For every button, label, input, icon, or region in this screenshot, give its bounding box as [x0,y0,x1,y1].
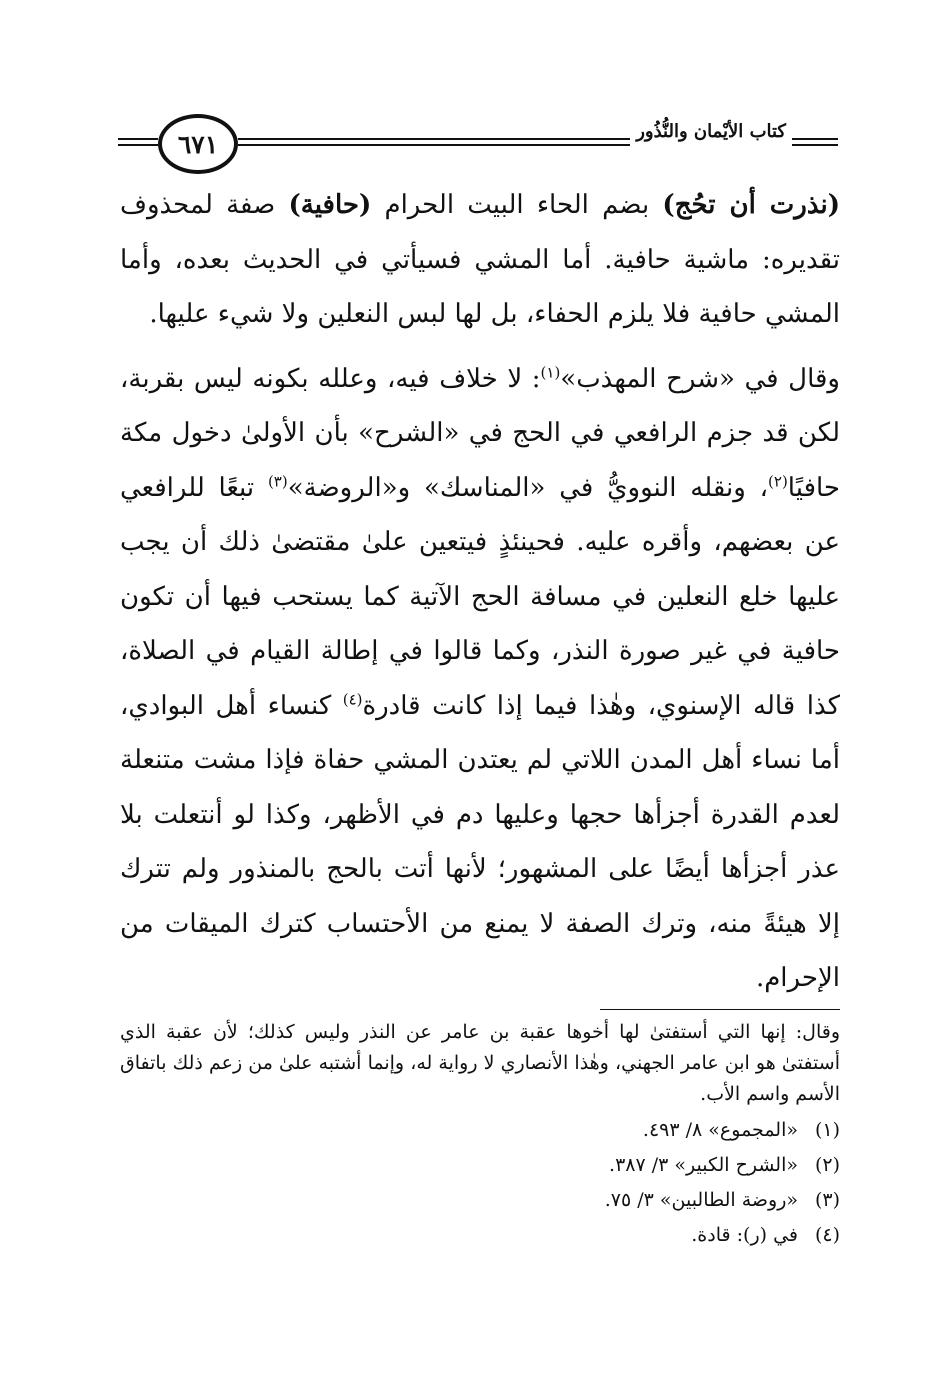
header-rule [238,144,630,146]
footnote-number: (٣) [814,1189,840,1211]
footnote-number: (٤) [814,1224,840,1246]
footnote-item [120,1148,840,1183]
header-rule [118,138,158,140]
footnote-ref: (٢) [768,471,788,490]
footnote-number: (١) [814,1119,840,1141]
footnote-text: في (ر): قادة. [691,1224,798,1246]
text-run: صفة لمحذوف تقديره: ماشية حافية. أما المشي فسيأتي في الحديث بعده، وأما المشي حافية فلا يلزم الحفاء، بل لها لبس النعلين ولا شيء عليها. [120,190,840,329]
header-rule [118,144,158,146]
bold-phrase: (نذرت أن تحُج) [662,190,841,220]
page-number: ٦٧١ [158,114,238,174]
bold-phrase: (حافية) [288,190,372,220]
footnote-ref: (٣) [267,471,288,490]
header-rule [792,144,838,146]
paragraph-2 [120,352,840,1006]
page-header [118,112,838,172]
footnotes [120,1017,840,1253]
header-rule [792,138,838,140]
text-run: بضم الحاء البيت الحرام [371,190,663,220]
main-text [120,178,840,1006]
text-run: كنساء أهل البوادي، أما نساء أهل المدن اللاتي لم يعتدن المشي حفاة فإذا مشت متنعلة لعدم القدرة أجزأها حجها وعليها دم في الأظهر، وكذا لو أنتعلت بلا عذر أجزأها أيضًا على المشهور؛ لأنها أتت بالحج بالمنذور ولم تترك إلا هيئةً منه، وترك الصفة لا يمنع من الأحتساب كترك الميقات من الإحرام. [120,690,840,993]
footnote-ref: (١) [540,362,561,381]
footnote-number: (٢) [814,1154,840,1176]
footnote-item [120,1113,840,1148]
text-run: : لا خلاف فيه، وعلله بكونه ليس بقربة، لكن قد جزم الرافعي في الحج في «الشرح» بأن الأولىٰ دخول مكة حافيًا [120,363,840,503]
footnote-text: «الشرح الكبير» ٣/ ٣٨٧. [609,1154,798,1176]
footnote-item [120,1218,840,1253]
text-run: وقال في «شرح المهذب» [560,363,840,394]
footnote-text: «روضة الطالبين» ٣/ ٧٥. [604,1189,798,1211]
paragraph-1 [120,178,840,342]
footnote-continuation: وقال: إنها التي أستفتىٰ لها أخوها عقبة بن عامر عن النذر وليس كذلك؛ لأن عقبة الذي أستفتىٰ هو ابن عامر الجهني، وهٰذا الأنصاري لا رواية له، وإنما أشتبه علىٰ من زعم ذلك باتفاق الأسم واسم الأب. [120,1021,840,1105]
text-run: تبعًا للرافعي عن بعضهم، وأقره عليه. فحينئذٍ فيتعين علىٰ مقتضىٰ ذلك أن يجب عليها خلع النعلين في مسافة الحج الآتية كما يستحب فيها أن تكون حافية في غير صورة النذر، وكما قالوا في إطالة القيام في الصلاة، كذا قاله الإسنوي، وهٰذا فيما إذا كانت قادرة [120,472,841,721]
header-rule [238,138,630,140]
footnote-separator [600,1009,840,1010]
running-title: كتاب الأيْمان والنُّذُور [630,121,792,142]
footnote-item [120,1183,840,1218]
footnote-text: «المجموع» ٨/ ٤٩٣. [642,1119,798,1141]
footnote-ref: (٤) [342,689,363,708]
text-run: ، ونقله النوويُّ في «المناسك» و«الروضة» [287,472,769,503]
